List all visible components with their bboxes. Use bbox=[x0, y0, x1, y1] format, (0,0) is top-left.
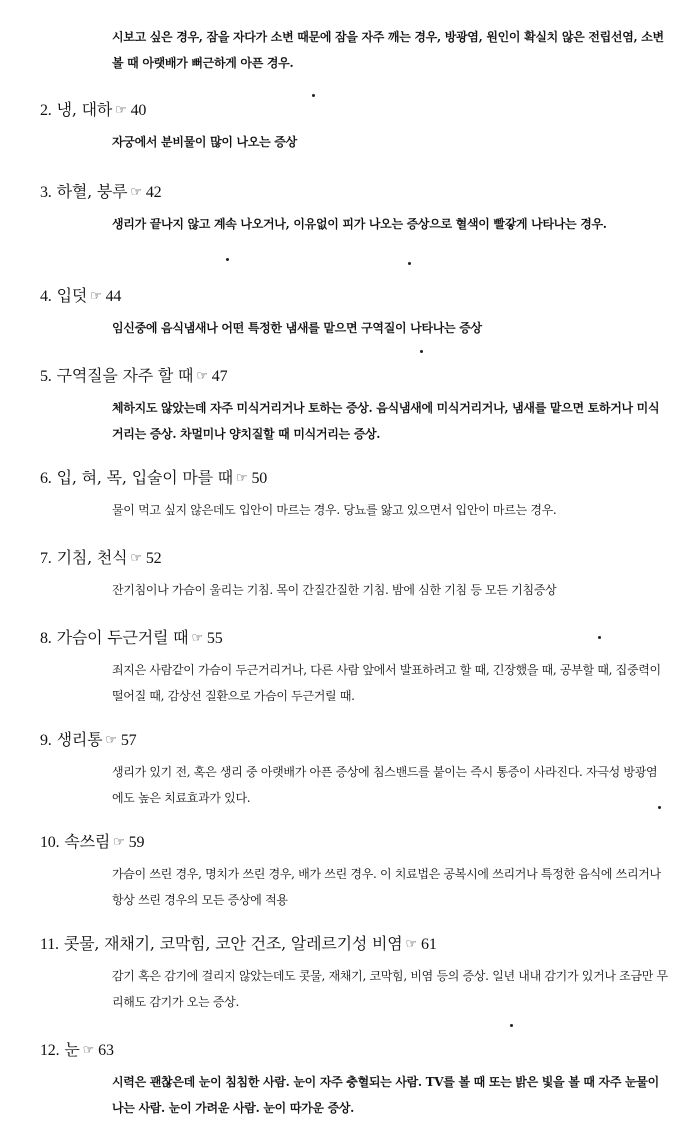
entry-title: 콧물, 재채기, 코막힘, 코안 건조, 알레르기성 비염 bbox=[63, 934, 403, 953]
intro-continuation: 시보고 싶은 경우, 잠을 자다가 소변 때문에 잠을 자주 깨는 경우, 방광염, 원인이 확실치 않은 전립선염, 소변 볼 때 아랫배가 뻐근하게 아픈 경우. bbox=[112, 30, 664, 70]
scan-speck bbox=[312, 94, 315, 97]
entry-title: 기침, 천식 bbox=[56, 548, 128, 567]
pointing-hand-icon: ☞ bbox=[405, 937, 418, 952]
entry-title: 하혈, 붕루 bbox=[56, 182, 128, 201]
entry-page-number: 47 bbox=[211, 368, 228, 385]
entry-heading bbox=[40, 100, 680, 122]
pointing-hand-icon: ☞ bbox=[113, 835, 125, 850]
entry-number: 5. bbox=[40, 368, 52, 385]
toc-entry bbox=[40, 182, 680, 237]
entry-number: 8. bbox=[40, 630, 52, 647]
entry-heading bbox=[40, 730, 680, 752]
entry-number: 3. bbox=[40, 184, 52, 201]
entry-heading bbox=[40, 628, 680, 650]
entry-title: 입, 혀, 목, 입술이 마를 때 bbox=[56, 468, 234, 487]
entry-title: 냉, 대하 bbox=[56, 100, 113, 119]
entry-number: 9. bbox=[40, 732, 52, 749]
toc-entry bbox=[40, 366, 680, 447]
entry-description: 잔기침이나 가슴이 울리는 기침. 목이 간질간질한 기침. 밤에 심한 기침 등 모든 기침증상 bbox=[112, 583, 557, 597]
entry-page-number: 44 bbox=[105, 288, 122, 305]
entry-description: 임신중에 음식냄새나 어떤 특정한 냄새를 맡으면 구역질이 나타나는 증상 bbox=[112, 321, 482, 335]
toc-entry bbox=[40, 286, 680, 341]
entry-heading bbox=[40, 366, 680, 388]
entry-description: 물이 먹고 싶지 않은데도 입안이 마르는 경우. 당뇨를 앓고 있으면서 입안이 마르는 경우. bbox=[112, 503, 557, 517]
toc-entry bbox=[40, 934, 680, 1015]
pointing-hand-icon: ☞ bbox=[90, 289, 102, 304]
entry-number: 12. bbox=[40, 1042, 60, 1059]
entry-heading bbox=[40, 182, 680, 204]
entry-heading bbox=[40, 548, 680, 570]
entry-description: 체하지도 않았는데 자주 미식거리거나 토하는 증상. 음식냄새에 미식거리거나, 냄새를 맡으면 토하거나 미식거리는 증상. 차멀미나 양치질할 때 미식거리는 증상. bbox=[112, 401, 660, 441]
entry-title: 구역질을 자주 할 때 bbox=[56, 366, 194, 385]
entry-heading bbox=[40, 832, 680, 854]
entry-description: 생리가 있기 전, 혹은 생리 중 아랫배가 아픈 증상에 침스밴드를 붙이는 즉시 통증이 사라진다. 자극성 방광염에도 높은 치료효과가 있다. bbox=[112, 765, 658, 805]
entry-description: 감기 혹은 감기에 걸리지 않았는데도 콧물, 재채기, 코막힘, 비염 등의 증상. 일년 내내 감기가 있거나 조금만 무리해도 감기가 오는 증상. bbox=[112, 969, 668, 1009]
entry-page-number: 42 bbox=[145, 184, 162, 201]
pointing-hand-icon: ☞ bbox=[236, 471, 248, 486]
entry-number: 2. bbox=[40, 102, 52, 119]
entry-number: 11. bbox=[40, 936, 59, 953]
pointing-hand-icon: ☞ bbox=[130, 551, 142, 566]
toc-entry bbox=[40, 832, 680, 913]
toc-entry bbox=[40, 628, 680, 709]
toc-entry bbox=[40, 100, 680, 155]
pointing-hand-icon: ☞ bbox=[82, 1043, 95, 1058]
entry-description: 자궁에서 분비물이 많이 나오는 증상 bbox=[112, 135, 297, 149]
entry-title: 속쓰림 bbox=[64, 832, 111, 851]
entry-description: 생리가 끝나지 않고 계속 나오거나, 이유없이 피가 나오는 증상으로 혈색이 빨갛게 나타나는 경우. bbox=[112, 217, 607, 231]
pointing-hand-icon: ☞ bbox=[130, 185, 142, 200]
entry-page-number: 50 bbox=[251, 470, 268, 487]
scan-speck bbox=[658, 806, 661, 809]
toc-entry bbox=[40, 548, 680, 603]
entry-page-number: 40 bbox=[130, 102, 147, 119]
entry-heading bbox=[40, 1040, 680, 1062]
entry-title: 생리통 bbox=[56, 730, 103, 749]
entry-heading bbox=[40, 934, 680, 956]
toc-entry bbox=[40, 1040, 680, 1121]
entry-description: 시력은 괜찮은데 눈이 침침한 사람. 눈이 자주 충혈되는 사람. TV를 볼 때 또는 밝은 빛을 볼 때 자주 눈물이 나는 사람. 눈이 가려운 사람. 눈이 따가운 증상. bbox=[112, 1075, 659, 1115]
entry-number: 10. bbox=[40, 834, 60, 851]
scan-speck bbox=[598, 636, 601, 639]
toc-entry bbox=[40, 468, 680, 523]
scan-speck bbox=[226, 258, 229, 261]
entry-page-number: 55 bbox=[206, 630, 223, 647]
entry-heading bbox=[40, 468, 680, 490]
pointing-hand-icon: ☞ bbox=[191, 631, 203, 646]
entry-page-number: 59 bbox=[128, 834, 145, 851]
entry-page-number: 52 bbox=[145, 550, 162, 567]
entry-title: 가슴이 두근거릴 때 bbox=[56, 628, 189, 647]
pointing-hand-icon: ☞ bbox=[115, 103, 127, 118]
entry-page-number: 61 bbox=[421, 936, 437, 953]
pointing-hand-icon: ☞ bbox=[196, 369, 208, 384]
entry-number: 7. bbox=[40, 550, 52, 567]
pointing-hand-icon: ☞ bbox=[105, 733, 117, 748]
entry-heading bbox=[40, 286, 680, 308]
scan-speck bbox=[420, 350, 423, 353]
toc-entry bbox=[40, 730, 680, 811]
scan-speck bbox=[408, 262, 411, 265]
entry-title: 눈 bbox=[64, 1040, 80, 1059]
entry-description: 죄지은 사람같이 가슴이 두근거리거나, 다른 사람 앞에서 발표하려고 할 때, 긴장했을 때, 공부할 때, 집중력이 떨어질 때, 감상선 질환으로 가슴이 두근거릴 때. bbox=[112, 663, 661, 703]
entry-title: 입덧 bbox=[56, 286, 88, 305]
scan-speck bbox=[510, 1024, 513, 1027]
entry-page-number: 63 bbox=[98, 1042, 114, 1059]
entry-page-number: 57 bbox=[120, 732, 137, 749]
entry-description: 가슴이 쓰린 경우, 명치가 쓰린 경우, 배가 쓰린 경우. 이 치료법은 공복시에 쓰리거나 특정한 음식에 쓰리거나 항상 쓰린 경우의 모든 증상에 적용 bbox=[112, 867, 661, 907]
entry-number: 6. bbox=[40, 470, 52, 487]
entry-number: 4. bbox=[40, 288, 52, 305]
